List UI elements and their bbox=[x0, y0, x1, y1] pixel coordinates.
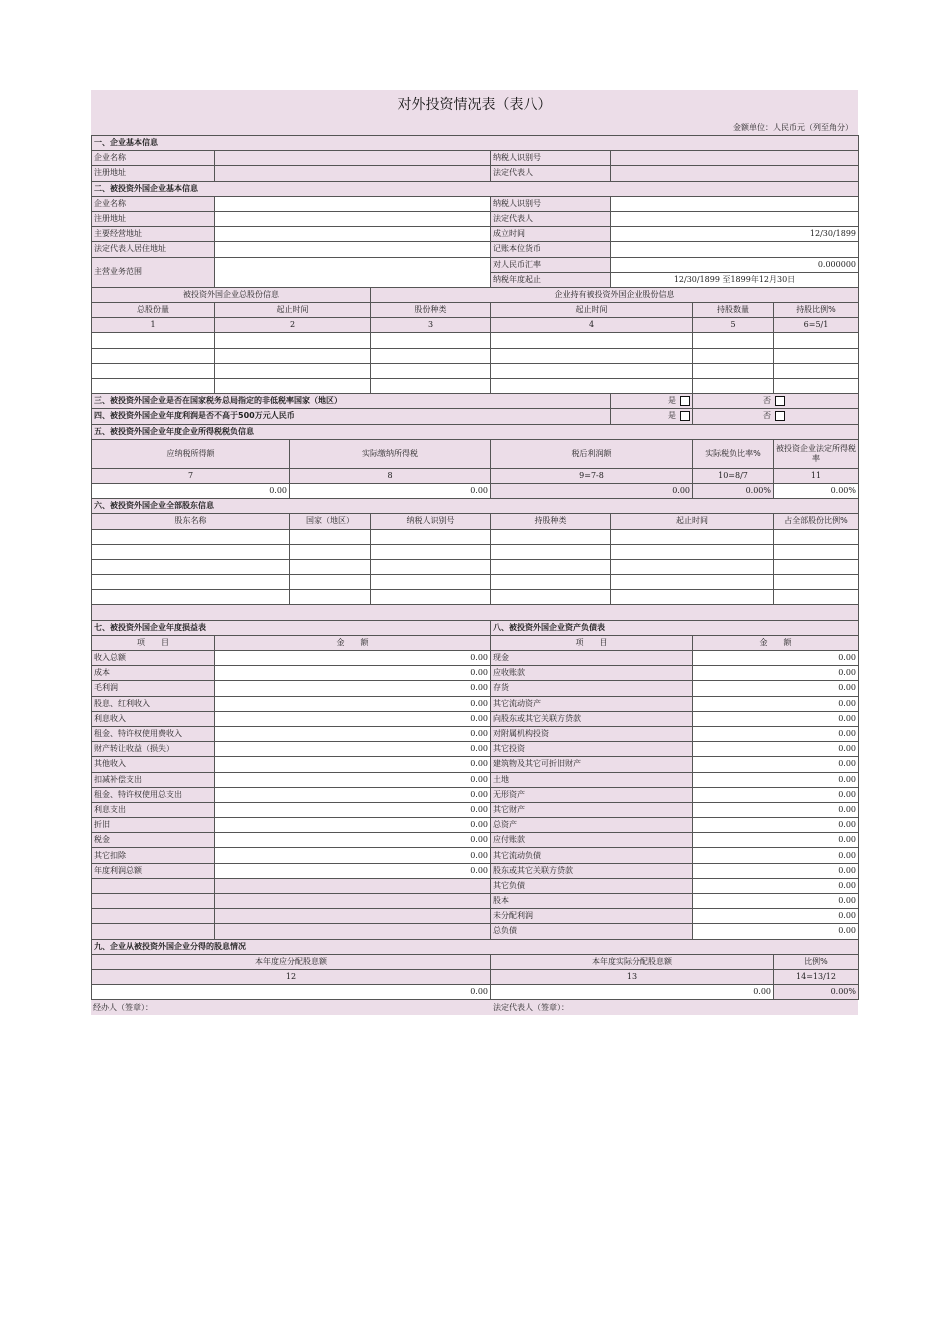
col-header: 本年度实际分配股息额 bbox=[491, 954, 774, 969]
main-address-field[interactable] bbox=[215, 227, 491, 242]
col-number: 2 bbox=[215, 318, 371, 333]
balance-item-label: 其它流动资产 bbox=[491, 696, 693, 711]
section-1-row bbox=[92, 151, 859, 166]
entry-cell[interactable] bbox=[693, 379, 774, 394]
income-item-value[interactable]: 0.00 bbox=[215, 772, 491, 787]
statement-row bbox=[92, 666, 859, 681]
col-number: 7 bbox=[92, 468, 290, 483]
statement-row bbox=[92, 742, 859, 757]
company-name-field[interactable] bbox=[215, 151, 491, 166]
col-number: 10=8/7 bbox=[693, 468, 774, 483]
section-5-title: 五、被投资外国企业年度企业所得税税负信息 bbox=[92, 424, 859, 439]
section-2-row bbox=[92, 242, 859, 257]
col-header: 实际缴纳所得税 bbox=[290, 439, 491, 468]
statement-row bbox=[92, 894, 859, 909]
section-8-title: 八、被投资外国企业资产负债表 bbox=[491, 620, 859, 635]
statement-row bbox=[92, 833, 859, 848]
shareholder-entry-row bbox=[92, 575, 859, 590]
entry-cell[interactable] bbox=[491, 348, 693, 363]
taxpayer-id-field[interactable] bbox=[611, 151, 859, 166]
income-item-value[interactable]: 0.00 bbox=[215, 666, 491, 681]
col-number: 11 bbox=[774, 468, 859, 483]
balance-item-label: 存货 bbox=[491, 681, 693, 696]
balance-item-label: 总资产 bbox=[491, 818, 693, 833]
balance-item-label: 应收账款 bbox=[491, 666, 693, 681]
income-item-value[interactable]: 0.00 bbox=[215, 651, 491, 666]
income-item-value[interactable]: 0.00 bbox=[215, 818, 491, 833]
statement-row bbox=[92, 696, 859, 711]
foreign-reg-address-label: 注册地址 bbox=[92, 211, 215, 226]
empty-cell bbox=[215, 878, 491, 893]
tax-year-field[interactable]: 12/30/1899 至1899年12月30日 bbox=[611, 272, 859, 287]
company-name-label: 企业名称 bbox=[92, 151, 215, 166]
entry-cell[interactable] bbox=[611, 590, 774, 605]
rep-residence-field[interactable] bbox=[215, 242, 491, 257]
income-item-value[interactable]: 0.00 bbox=[215, 726, 491, 741]
balance-item-label: 土地 bbox=[491, 772, 693, 787]
section-4-row bbox=[92, 409, 859, 424]
entry-cell[interactable] bbox=[774, 575, 859, 590]
section-9-header-row bbox=[92, 939, 859, 954]
col-header: 实际税负比率% bbox=[693, 439, 774, 468]
form-sheet bbox=[91, 90, 858, 1015]
income-item-value[interactable]: 0.00 bbox=[215, 757, 491, 772]
dividend-header-row bbox=[92, 954, 859, 969]
shareholder-entry-row bbox=[92, 559, 859, 574]
entry-cell[interactable] bbox=[774, 529, 859, 544]
shareholder-entry-row bbox=[92, 544, 859, 559]
entry-cell[interactable] bbox=[92, 559, 290, 574]
statement-body bbox=[92, 651, 859, 940]
col-header: 应纳税所得额 bbox=[92, 439, 290, 468]
reg-address-label: 注册地址 bbox=[92, 166, 215, 181]
entry-cell[interactable] bbox=[215, 363, 371, 378]
total-share-group-header: 被投资外国企业总股份信息 bbox=[92, 287, 371, 302]
income-item-label: 利息收入 bbox=[92, 711, 215, 726]
legal-rep-field[interactable] bbox=[611, 166, 859, 181]
entry-cell[interactable] bbox=[371, 379, 491, 394]
entry-cell[interactable] bbox=[371, 363, 491, 378]
section-1-header-row bbox=[92, 136, 859, 151]
no-checkbox[interactable] bbox=[775, 411, 785, 421]
dividend-due-value[interactable]: 0.00 bbox=[92, 985, 491, 1000]
income-item-label: 收入总额 bbox=[92, 651, 215, 666]
income-item-label: 扣减补偿支出 bbox=[92, 772, 215, 787]
entry-cell[interactable] bbox=[491, 363, 693, 378]
statement-row bbox=[92, 726, 859, 741]
entry-cell[interactable] bbox=[774, 333, 859, 348]
currency-unit-note: 金额单位：人民币元（列至角分） bbox=[733, 123, 853, 132]
entry-cell[interactable] bbox=[290, 559, 371, 574]
balance-item-label: 其它财产 bbox=[491, 802, 693, 817]
balance-item-label: 无形资产 bbox=[491, 787, 693, 802]
balance-item-label: 其它负债 bbox=[491, 878, 693, 893]
founded-field[interactable]: 12/30/1899 bbox=[611, 227, 859, 242]
balance-item-value[interactable]: 0.00 bbox=[693, 787, 859, 802]
section-2-title: 二、被投资外国企业基本信息 bbox=[92, 181, 859, 196]
col-number: 4 bbox=[491, 318, 693, 333]
section-3-yes bbox=[611, 394, 693, 409]
dividend-number-row bbox=[92, 969, 859, 984]
statement-row bbox=[92, 757, 859, 772]
section-4-title: 四、被投资外国企业年度利润是否不高于500万元人民币 bbox=[92, 409, 611, 424]
entry-cell[interactable] bbox=[371, 333, 491, 348]
balance-item-value[interactable]: 0.00 bbox=[693, 802, 859, 817]
entry-cell[interactable] bbox=[491, 544, 611, 559]
entry-cell[interactable] bbox=[774, 379, 859, 394]
entry-cell[interactable] bbox=[371, 348, 491, 363]
yes-label: 是 bbox=[668, 396, 676, 406]
col-header: 总股份量 bbox=[92, 303, 215, 318]
shareholder-entry-row bbox=[92, 590, 859, 605]
statement-row bbox=[92, 681, 859, 696]
income-item-value[interactable]: 0.00 bbox=[215, 833, 491, 848]
entry-cell[interactable] bbox=[290, 544, 371, 559]
section-6-title: 六、被投资外国企业全部股东信息 bbox=[92, 499, 859, 514]
entry-cell[interactable] bbox=[290, 529, 371, 544]
balance-item-value[interactable]: 0.00 bbox=[693, 909, 859, 924]
shareholder-spacer-row bbox=[92, 605, 859, 620]
entry-cell[interactable] bbox=[371, 590, 491, 605]
balance-item-label: 现金 bbox=[491, 651, 693, 666]
currency-field[interactable] bbox=[611, 242, 859, 257]
shareholder-entry-row bbox=[92, 529, 859, 544]
entry-cell[interactable] bbox=[774, 559, 859, 574]
balance-item-value[interactable]: 0.00 bbox=[693, 666, 859, 681]
balance-item-label: 股本 bbox=[491, 894, 693, 909]
statement-row bbox=[92, 909, 859, 924]
income-item-header: 项 目 bbox=[92, 635, 215, 650]
statement-row bbox=[92, 711, 859, 726]
entry-cell[interactable] bbox=[215, 333, 371, 348]
entry-cell[interactable] bbox=[491, 559, 611, 574]
col-number: 8 bbox=[290, 468, 491, 483]
foreign-legal-rep-field[interactable] bbox=[611, 211, 859, 226]
section-9 bbox=[92, 939, 859, 1000]
balance-item-value[interactable]: 0.00 bbox=[693, 894, 859, 909]
section-5-header-row bbox=[92, 424, 859, 439]
income-item-value[interactable]: 0.00 bbox=[215, 863, 491, 878]
entry-cell[interactable] bbox=[290, 590, 371, 605]
entry-cell[interactable] bbox=[491, 590, 611, 605]
entry-cell[interactable] bbox=[693, 333, 774, 348]
col-header: 国家（地区） bbox=[290, 514, 371, 529]
entry-cell[interactable] bbox=[491, 379, 693, 394]
income-item-value[interactable]: 0.00 bbox=[215, 711, 491, 726]
foreign-taxpayer-id-field[interactable] bbox=[611, 196, 859, 211]
empty-cell bbox=[92, 924, 215, 939]
entry-cell[interactable] bbox=[693, 363, 774, 378]
balance-item-value[interactable]: 0.00 bbox=[693, 863, 859, 878]
legal-rep-signature: 法定代表人（签章）： bbox=[493, 1003, 569, 1013]
income-item-value[interactable]: 0.00 bbox=[215, 742, 491, 757]
entry-cell[interactable] bbox=[92, 333, 215, 348]
no-label: 否 bbox=[763, 411, 771, 421]
income-item-label: 其它扣除 bbox=[92, 848, 215, 863]
balance-item-label: 股东或其它关联方贷款 bbox=[491, 863, 693, 878]
no-checkbox[interactable] bbox=[775, 396, 785, 406]
entry-cell[interactable] bbox=[92, 379, 215, 394]
income-item-label: 成本 bbox=[92, 666, 215, 681]
income-item-label: 利息支出 bbox=[92, 802, 215, 817]
statement-column-header-row bbox=[92, 635, 859, 650]
income-item-label: 毛利润 bbox=[92, 681, 215, 696]
entry-cell[interactable] bbox=[491, 529, 611, 544]
foreign-reg-address-field[interactable] bbox=[215, 211, 491, 226]
statement-row bbox=[92, 787, 859, 802]
col-header: 起止时间 bbox=[215, 303, 371, 318]
section-1-title: 一、企业基本信息 bbox=[92, 136, 859, 151]
entry-cell[interactable] bbox=[611, 559, 774, 574]
col-number: 1 bbox=[92, 318, 215, 333]
col-number: 14=13/12 bbox=[774, 969, 859, 984]
section-4-no bbox=[693, 409, 859, 424]
balance-item-value[interactable]: 0.00 bbox=[693, 711, 859, 726]
balance-item-label: 向股东或其它关联方贷款 bbox=[491, 711, 693, 726]
rmb-rate-label: 对人民币汇率 bbox=[491, 257, 611, 272]
balance-item-value[interactable]: 0.00 bbox=[693, 924, 859, 939]
share-entry-row bbox=[92, 379, 859, 394]
col-number: 6=5/1 bbox=[774, 318, 859, 333]
yes-checkbox[interactable] bbox=[680, 411, 690, 421]
section-3-no bbox=[693, 394, 859, 409]
tax-burden-number-row bbox=[92, 468, 859, 483]
entry-cell[interactable] bbox=[92, 348, 215, 363]
statement-row bbox=[92, 818, 859, 833]
income-item-label: 折旧 bbox=[92, 818, 215, 833]
dividend-paid-value[interactable]: 0.00 bbox=[491, 985, 774, 1000]
foreign-company-name-label: 企业名称 bbox=[92, 196, 215, 211]
balance-item-label: 总负债 bbox=[491, 924, 693, 939]
main-address-label: 主要经营地址 bbox=[92, 227, 215, 242]
entry-cell[interactable] bbox=[92, 529, 290, 544]
currency-label: 记账本位货币 bbox=[491, 242, 611, 257]
section-4-yes bbox=[611, 409, 693, 424]
col-header: 比例% bbox=[774, 954, 859, 969]
section-7-8-header-row bbox=[92, 620, 859, 635]
legal-rep-label: 法定代表人 bbox=[491, 166, 611, 181]
balance-amount-header: 金 额 bbox=[693, 635, 859, 650]
col-number: 12 bbox=[92, 969, 491, 984]
entry-cell[interactable] bbox=[92, 544, 290, 559]
yes-checkbox[interactable] bbox=[680, 396, 690, 406]
entry-cell[interactable] bbox=[774, 363, 859, 378]
entry-cell[interactable] bbox=[92, 590, 290, 605]
balance-item-label: 建筑物及其它可折旧财产 bbox=[491, 757, 693, 772]
share-entry-row bbox=[92, 363, 859, 378]
empty-cell bbox=[215, 909, 491, 924]
balance-item-label: 其它投资 bbox=[491, 742, 693, 757]
balance-item-value[interactable]: 0.00 bbox=[693, 726, 859, 741]
balance-item-value[interactable]: 0.00 bbox=[693, 742, 859, 757]
balance-item-value[interactable]: 0.00 bbox=[693, 833, 859, 848]
entry-cell[interactable] bbox=[92, 363, 215, 378]
entry-cell[interactable] bbox=[774, 590, 859, 605]
entry-cell[interactable] bbox=[491, 575, 611, 590]
col-header: 起止时间 bbox=[611, 514, 774, 529]
section-9-title: 九、企业从被投资外国企业分得的股息情况 bbox=[92, 939, 859, 954]
statement-row bbox=[92, 878, 859, 893]
col-number: 3 bbox=[371, 318, 491, 333]
statutory-rate-value[interactable]: 0.00% bbox=[774, 483, 859, 498]
foreign-legal-rep-label: 法定代表人 bbox=[491, 211, 611, 226]
handler-signature: 经办人（签章）： bbox=[93, 1003, 153, 1013]
income-item-label: 其他收入 bbox=[92, 757, 215, 772]
balance-item-value[interactable]: 0.00 bbox=[693, 818, 859, 833]
col-header: 本年度应分配股息额 bbox=[92, 954, 491, 969]
income-item-label: 税金 bbox=[92, 833, 215, 848]
empty-cell bbox=[215, 894, 491, 909]
entry-cell[interactable] bbox=[491, 333, 693, 348]
balance-item-value[interactable]: 0.00 bbox=[693, 696, 859, 711]
entry-cell[interactable] bbox=[611, 529, 774, 544]
business-scope-field[interactable] bbox=[215, 257, 491, 287]
entry-cell[interactable] bbox=[774, 348, 859, 363]
held-share-group-header: 企业持有被投资外国企业股份信息 bbox=[371, 287, 859, 302]
balance-item-value[interactable]: 0.00 bbox=[693, 757, 859, 772]
income-item-value[interactable]: 0.00 bbox=[215, 787, 491, 802]
balance-item-value[interactable]: 0.00 bbox=[693, 772, 859, 787]
col-header: 持股种类 bbox=[491, 514, 611, 529]
statement-row bbox=[92, 848, 859, 863]
entry-cell[interactable] bbox=[371, 529, 491, 544]
col-header: 被投资企业法定所得税率 bbox=[774, 439, 859, 468]
tax-burden-ratio-value: 0.00% bbox=[693, 483, 774, 498]
balance-item-value[interactable]: 0.00 bbox=[693, 651, 859, 666]
statement-row bbox=[92, 863, 859, 878]
taxpayer-id-label: 纳税人识别号 bbox=[491, 151, 611, 166]
empty-cell bbox=[92, 878, 215, 893]
entry-cell[interactable] bbox=[774, 544, 859, 559]
col-number: 9=7-8 bbox=[491, 468, 693, 483]
business-scope-label: 主营业务范围 bbox=[92, 257, 215, 287]
col-header: 持股比例% bbox=[774, 303, 859, 318]
entry-cell[interactable] bbox=[371, 575, 491, 590]
spacer bbox=[92, 605, 859, 620]
income-amount-header: 金 额 bbox=[215, 635, 491, 650]
income-item-label: 租金、特许权使用总支出 bbox=[92, 787, 215, 802]
entry-cell[interactable] bbox=[611, 544, 774, 559]
col-header: 股东名称 bbox=[92, 514, 290, 529]
entry-cell[interactable] bbox=[215, 348, 371, 363]
col-header: 起止时间 bbox=[491, 303, 693, 318]
entry-cell[interactable] bbox=[371, 544, 491, 559]
entry-cell[interactable] bbox=[611, 575, 774, 590]
share-entry-row bbox=[92, 333, 859, 348]
col-header: 占全部股份比例% bbox=[774, 514, 859, 529]
section-3-row bbox=[92, 394, 859, 409]
share-column-header-row bbox=[92, 303, 859, 318]
rep-residence-label: 法定代表人居住地址 bbox=[92, 242, 215, 257]
entry-cell[interactable] bbox=[92, 575, 290, 590]
income-item-value[interactable]: 0.00 bbox=[215, 802, 491, 817]
balance-item-label: 应付账款 bbox=[491, 833, 693, 848]
empty-cell bbox=[215, 924, 491, 939]
section-2-row bbox=[92, 227, 859, 242]
investment-form-table bbox=[91, 135, 859, 1000]
dividend-value-row bbox=[92, 985, 859, 1000]
income-item-value[interactable]: 0.00 bbox=[215, 696, 491, 711]
signature-row bbox=[91, 1000, 858, 1015]
col-number: 13 bbox=[491, 969, 774, 984]
income-item-label: 租金、特许权使用费收入 bbox=[92, 726, 215, 741]
entry-cell[interactable] bbox=[290, 575, 371, 590]
yes-label: 是 bbox=[668, 411, 676, 421]
section-6-header-row bbox=[92, 499, 859, 514]
balance-item-value[interactable]: 0.00 bbox=[693, 681, 859, 696]
section-1-row bbox=[92, 166, 859, 181]
tax-year-label: 纳税年度起止 bbox=[491, 272, 611, 287]
entry-cell[interactable] bbox=[215, 379, 371, 394]
income-item-label: 财产转让收益（损失） bbox=[92, 742, 215, 757]
col-header: 纳税人识别号 bbox=[371, 514, 491, 529]
col-number: 5 bbox=[693, 318, 774, 333]
section-7-title: 七、被投资外国企业年度损益表 bbox=[92, 620, 491, 635]
shareholder-header-row bbox=[92, 514, 859, 529]
col-header: 股份种类 bbox=[371, 303, 491, 318]
empty-cell bbox=[92, 894, 215, 909]
section-2-row bbox=[92, 257, 859, 272]
balance-item-header: 项 目 bbox=[491, 635, 693, 650]
after-tax-profit-value: 0.00 bbox=[491, 483, 693, 498]
foreign-company-name-field[interactable] bbox=[215, 196, 491, 211]
share-group-header-row bbox=[92, 287, 859, 302]
income-item-value[interactable]: 0.00 bbox=[215, 681, 491, 696]
tax-burden-header-row bbox=[92, 439, 859, 468]
balance-item-label: 其它流动负债 bbox=[491, 848, 693, 863]
dividend-ratio-value: 0.00% bbox=[774, 985, 859, 1000]
statement-row bbox=[92, 772, 859, 787]
founded-label: 成立时间 bbox=[491, 227, 611, 242]
section-2-row bbox=[92, 211, 859, 226]
income-item-label: 股息、红利收入 bbox=[92, 696, 215, 711]
entry-cell[interactable] bbox=[693, 348, 774, 363]
col-header: 税后利润额 bbox=[491, 439, 693, 468]
rmb-rate-field[interactable]: 0.000000 bbox=[611, 257, 859, 272]
tax-burden-value-row bbox=[92, 483, 859, 498]
entry-cell[interactable] bbox=[371, 559, 491, 574]
tax-paid-value[interactable]: 0.00 bbox=[290, 483, 491, 498]
foreign-taxpayer-id-label: 纳税人识别号 bbox=[491, 196, 611, 211]
balance-item-label: 对附属机构投资 bbox=[491, 726, 693, 741]
statement-row bbox=[92, 802, 859, 817]
reg-address-field[interactable] bbox=[215, 166, 491, 181]
statement-row bbox=[92, 651, 859, 666]
section-2-row bbox=[92, 196, 859, 211]
balance-item-value[interactable]: 0.00 bbox=[693, 878, 859, 893]
section-3-title: 三、被投资外国企业是否在国家税务总局指定的非低税率国家（地区） bbox=[92, 394, 611, 409]
income-item-value[interactable]: 0.00 bbox=[215, 848, 491, 863]
no-label: 否 bbox=[763, 396, 771, 406]
taxable-income-value[interactable]: 0.00 bbox=[92, 483, 290, 498]
section-2-header-row bbox=[92, 181, 859, 196]
balance-item-value[interactable]: 0.00 bbox=[693, 848, 859, 863]
form-title: 对外投资情况表（表八） bbox=[397, 97, 552, 113]
statement-row bbox=[92, 924, 859, 939]
balance-item-label: 未分配利润 bbox=[491, 909, 693, 924]
share-column-number-row bbox=[92, 318, 859, 333]
income-item-label: 年度利润总额 bbox=[92, 863, 215, 878]
col-header: 持股数量 bbox=[693, 303, 774, 318]
empty-cell bbox=[92, 909, 215, 924]
share-entry-row bbox=[92, 348, 859, 363]
